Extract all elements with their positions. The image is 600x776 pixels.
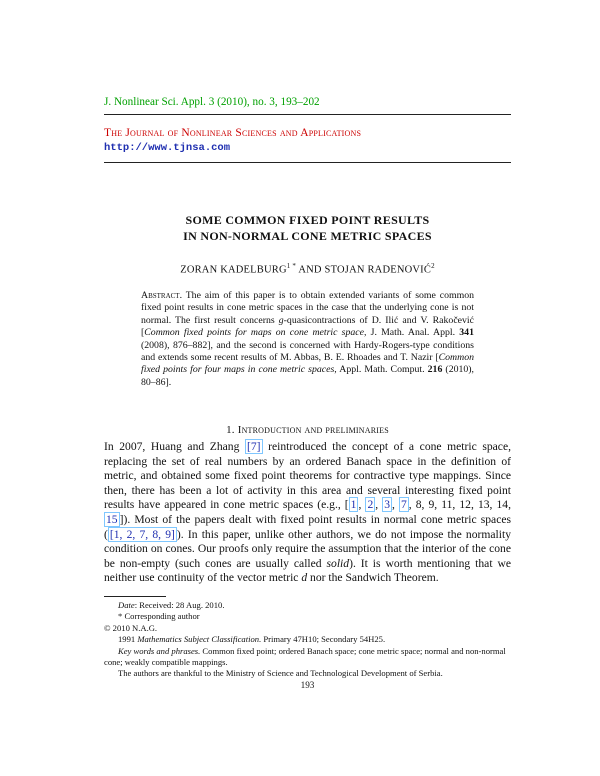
body-text: ]). Most of the papers dealt with fixed point results in normal cone metric spaces ( [104,512,511,541]
footnote-copyright: © 2010 N.A.G. [104,622,158,633]
abstract-ref-volume: 341 [459,327,474,339]
citation-link[interactable]: [1, 2, 7, 8, 9] [109,527,175,541]
abstract-text: The aim of this paper is to obtain extended variants of some common fixed point results in cone metric spaces in the case that the underlying cone is not normal. The first result concerns [141,290,474,326]
page-number: 193 [300,680,315,690]
author-conjunction: AND [296,264,325,276]
citation-link[interactable]: 2 [367,498,374,512]
citation-link[interactable]: 15 [106,512,118,526]
footnote-rule [104,596,166,597]
footnote-date [104,600,511,611]
abstract-text: (2010), 80–86]. [141,364,474,388]
msc-label: Mathematics Subject Classification. [137,634,262,645]
footnote-keywords [104,646,511,669]
abstract-ref-title: Common fixed points for four maps in cone metric spaces [141,352,474,376]
abstract-text: , Appl. Math. Comput. [334,364,428,376]
abstract [141,290,474,389]
section-heading: 1. Introduction and preliminaries [226,424,389,436]
intro-paragraph: In 2007, Huang and Zhang [7] reintroduced the concept of a cone metric space, replacing the set of real numbers by an ordered Banach space in the definition of metric, and obtained some fixed point theorems for contractive type mappings. Since then, there has been a lot of activity in this area and several interesting fixed point results have appeared in cone metric spaces (e.g., [ 1 , 2 , 3 , 7 , 8, 9, 11, 12, 13, 14, 15 ]). Most of the papers dealt with fixed point results in normal cone metric spaces ( [1, 2, 7, 8, 9] ). In this paper, unlike other authors, we do not impose the normality condition on cones. Our proofs only require the assumption that the interior of the cone be non-empty (such cones are usually called solid). It is worth mentioning that we neither use continuity of the vector metric d nor the Sandwich Theorem. [104,440,512,585]
header-rule-bottom [104,162,511,163]
date-text: : Received: 28 Aug. 2010. [134,600,225,610]
body-text: ). In this paper, unlike other authors, we do not impose the normality condition on cones. Our proofs only require the assumption that the interior of the cone be non-empty (such cones are usually called [104,527,511,570]
author-2: STOJAN RADENOVIĆ [324,264,432,276]
abstract-ref-title: Common fixed points for maps on cone metric space [144,327,364,339]
journal-url-link[interactable]: http://www.tjnsa.com [104,142,231,154]
journal-citation: J. Nonlinear Sci. Appl. 3 (2010), no. 3, 193–202 [104,96,320,108]
author-1-marks: 1 * [286,262,297,270]
abstract-text: (2008), 876–882], and the second is concerned with Hardy-Rogers-type conditions and extends some recent results of M. Abbas, B. E. Rhoades and T. Nazir [ [141,339,474,364]
citation-link[interactable]: 1 [350,498,357,512]
math-d: d [301,571,308,585]
body-text: nor the Sandwich Theorem. [307,571,439,585]
footnotes [104,600,511,680]
citation-link[interactable]: [7] [246,440,261,453]
emphasis-solid: solid [326,556,350,570]
abstract-lead: Abstract. [141,290,183,301]
msc-text: Primary 47H10; Secondary 54H25. [261,634,386,645]
footnote-corresponding: * Corresponding author [118,611,200,622]
author-line [104,262,511,276]
paper-title-line-2: IN NON-NORMAL CONE METRIC SPACES [183,229,432,243]
abstract-text: -quasicontractions of D. Ilić and V. Rakočević [ [141,314,474,339]
citation-link[interactable]: 3 [384,498,390,512]
msc-year: 1991 [118,634,138,645]
abstract-ref-volume: 216 [427,364,443,376]
abstract-math-g: g [278,314,284,326]
footnote-thanks: The authors are thankful to the Ministry of Science and Technological Development of Serbia. [118,668,443,679]
keywords-text: Common fixed point; ordered Banach space; cone metric space; normal and non-normal cone; weakly compatible mappings. [104,645,506,668]
author-1: ZORAN KADELBURG [180,264,287,276]
citation-link[interactable]: 7 [400,498,407,512]
author-2-marks: 2 [431,262,435,270]
body-text: In 2007, Huang and Zhang [104,440,245,453]
body-text: , 8, 9, 11, 12, 13, 14, [408,498,512,512]
body-text: reintroduced the concept of a cone metric space, replacing the set of real numbers by an ordered Banach space in the definition of metric, and obtained some fixed point theorems for contractive type mappings. Since then, there has been a lot of activity in this area and several interesting fixed point results have appeared in cone metric spaces (e.g., [ [104,440,511,512]
abstract-text: , J. Math. Anal. Appl. [363,327,460,339]
body-text: ). It is worth mentioning that we neither use continuity of the vector metric [104,556,511,585]
footnote-msc [104,634,511,645]
header-rule-top [104,114,511,115]
keywords-label: Key words and phrases. [118,645,201,656]
date-label: Date [118,600,135,610]
journal-name: The Journal of Nonlinear Sciences and Applications [104,127,362,139]
paper-title-line-1: SOME COMMON FIXED POINT RESULTS [185,213,430,227]
